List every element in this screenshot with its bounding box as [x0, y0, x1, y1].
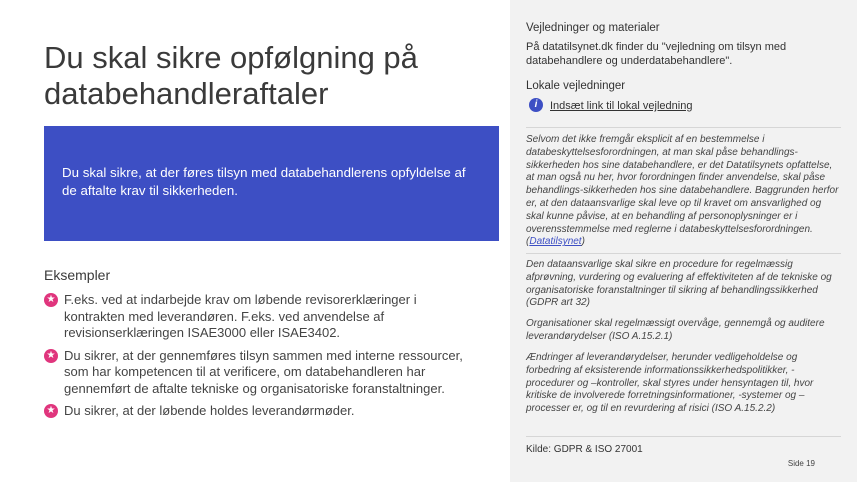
page-number: Side 19	[787, 459, 815, 468]
example-text: Du sikrer, at der gennemføres tilsyn sammen med interne ressourcer, som har kompetencen til at verificere, om databehandleren har gennemført de aftalte tekniske og organisatoriske foranstaltninger.	[64, 347, 463, 396]
callout-text: Du skal sikre, at der føres tilsyn med databehandlerens opfyldelse af de aftalte krav til sikkerheden.	[62, 165, 466, 198]
note-iso-a1522: Ændringer af leverandørydelser, herunder vedligeholdelse og forbedring af eksisterende informationssikkerhedspolitikker, -procedurer og –kontroller, skal styres under hensyntagen til, hvor kritiske de involverede forretningsinformationer, -systemer og –processer er, og til en revurdering af risici (ISO A.15.2.2)	[526, 352, 814, 415]
divider	[526, 436, 841, 437]
note-text-end: )	[581, 236, 585, 248]
list-item	[44, 403, 464, 420]
page-title: Du skal sikre opfølgning på databehandleraftaler	[44, 40, 418, 111]
note-iso-a1521: Organisationer skal regelmæssigt overvåge, gennemgå og auditere leverandørydelser (ISO A.15.2.1)	[526, 318, 825, 342]
key-message-callout	[44, 126, 499, 241]
guidance-text: På datatilsynet.dk finder du "vejledning om tilsyn med databehandlere og underdatabehandlere".	[526, 41, 787, 67]
guidance-heading: Vejledninger og materialer	[526, 22, 660, 34]
note-text: Selvom det ikke fremgår eksplicit af en bestemmelse i databeskyttelsesforordningen, at man skal påse behandlings-sikkerheden hos sine databehandlere, er det Datatilsynets opfattelse, at man også nu her, hvor forordningen finder anvendelse, skal påse behandlings-sikkerheden hos sine databehandlere. Baggrunden herfor er, at den dataansvarlige skal leve op til kravet om ansvarlighed og skal kunne påvise, at en behandling af personoplysninger er i overensstemmelse med reglerne i databeskyttelsesforordningen. (	[526, 134, 839, 248]
examples-heading: Eksempler	[44, 267, 111, 283]
divider	[526, 253, 841, 254]
local-guidance-link-label[interactable]: Indsæt link til lokal vejledning	[550, 100, 693, 112]
star-icon: ★	[44, 293, 58, 307]
star-icon: ★	[44, 404, 58, 418]
local-guidance-link[interactable]	[526, 100, 857, 112]
divider	[526, 127, 841, 128]
source-text: Kilde: GDPR & ISO 27001	[526, 444, 643, 455]
list-item	[44, 348, 464, 398]
note-gdpr-art32: Den dataansvarlige skal sikre en procedure for regelmæssig afprøvning, vurdering og evaluering af effektiviteten af de tekniske og organisatoriske foranstaltninger til sikring af behandlingssikkerhed (GDPR art 32)	[526, 259, 832, 309]
info-icon: i	[529, 98, 543, 112]
examples-list	[44, 292, 464, 426]
datatilsynet-link[interactable]: Datatilsynet	[529, 236, 582, 248]
list-item	[44, 292, 464, 342]
example-text: Du sikrer, at der løbende holdes leverandørmøder.	[64, 403, 355, 418]
note-datatilsynet	[526, 134, 841, 249]
example-text: F.eks. ved at indarbejde krav om løbende revisorerklæringer i kontrakten med leverandøren. F.eks. ved anvendelse af revisionserklæringen ISAE3000 eller ISAE3402.	[64, 292, 417, 340]
star-icon: ★	[44, 349, 58, 363]
local-guidance-heading: Lokale vejledninger	[526, 80, 626, 92]
